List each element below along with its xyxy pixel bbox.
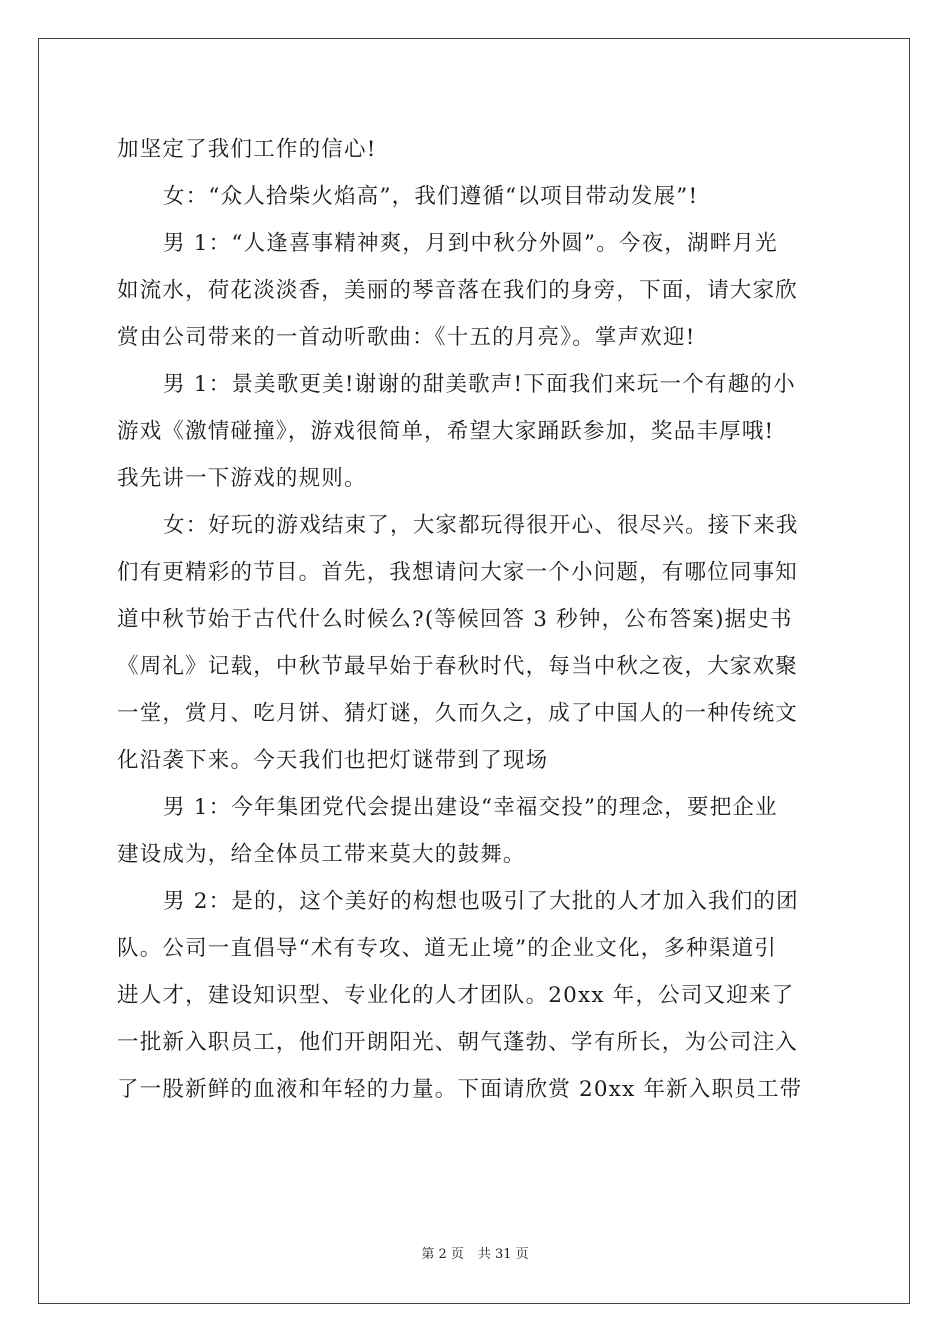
text-line: 队。公司一直倡导“术有专攻、道无止境”的企业文化，多种渠道引 <box>117 936 777 961</box>
text-line: 一批新入职员工，他们开朗阳光、朝气蓬勃、学有所长，为公司注入 <box>117 1030 799 1055</box>
text-line: 进人才，建设知识型、专业化的人才团队。20xx 年，公司又迎来了 <box>117 983 795 1008</box>
page-footer <box>0 1246 950 1264</box>
text-line: 《周礼》记载，中秋节最早始于春秋时代，每当中秋之夜，大家欢聚 <box>117 654 799 679</box>
text-line: 了一股新鲜的血液和年轻的力量。下面请欣赏 20xx 年新入职员工带 <box>117 1077 803 1102</box>
page-number: 第 2 页 <box>421 1247 464 1262</box>
text-line: 游戏《激情碰撞》，游戏很简单，希望大家踊跃参加，奖品丰厚哦! <box>117 419 775 444</box>
text-line: 如流水，荷花淡淡香，美丽的琴音落在我们的身旁，下面，请大家欣 <box>117 278 799 303</box>
document-body <box>117 126 837 1113</box>
text-line: 男 1：今年集团党代会提出建设“幸福交投”的理念，要把企业 <box>163 795 778 820</box>
text-line: 道中秋节始于古代什么时候么?(等候回答 3 秒钟，公布答案)据史书 <box>117 607 793 632</box>
text-line: 我先讲一下游戏的规则。 <box>117 466 367 491</box>
text-line: 们有更精彩的节目。首先，我想请问大家一个小问题，有哪位同事知 <box>117 560 799 585</box>
text-line: 加坚定了我们工作的信心! <box>117 137 377 162</box>
text-line: 男 1：“人逢喜事精神爽，月到中秋分外圆”。今夜，湖畔月光 <box>163 231 778 256</box>
page-total: 共 31 页 <box>477 1247 529 1262</box>
text-line: 化沿袭下来。今天我们也把灯谜带到了现场 <box>117 748 549 773</box>
text-line: 男 2：是的，这个美好的构想也吸引了大批的人才加入我们的团 <box>163 889 799 914</box>
text-line: 女：好玩的游戏结束了，大家都玩得很开心、很尽兴。接下来我 <box>163 513 799 538</box>
text-line: 女：“众人拾柴火焰高”，我们遵循“以项目带动发展”! <box>163 184 699 209</box>
text-line: 一堂，赏月、吃月饼、猜灯谜，久而久之，成了中国人的一种传统文 <box>117 701 799 726</box>
text-line: 建设成为，给全体员工带来莫大的鼓舞。 <box>117 842 526 867</box>
text-line: 男 1：景美歌更美!谢谢的甜美歌声!下面我们来玩一个有趣的小 <box>163 372 796 397</box>
text-line: 赏由公司带来的一首动听歌曲：《十五的月亮》。掌声欢迎! <box>117 325 696 350</box>
